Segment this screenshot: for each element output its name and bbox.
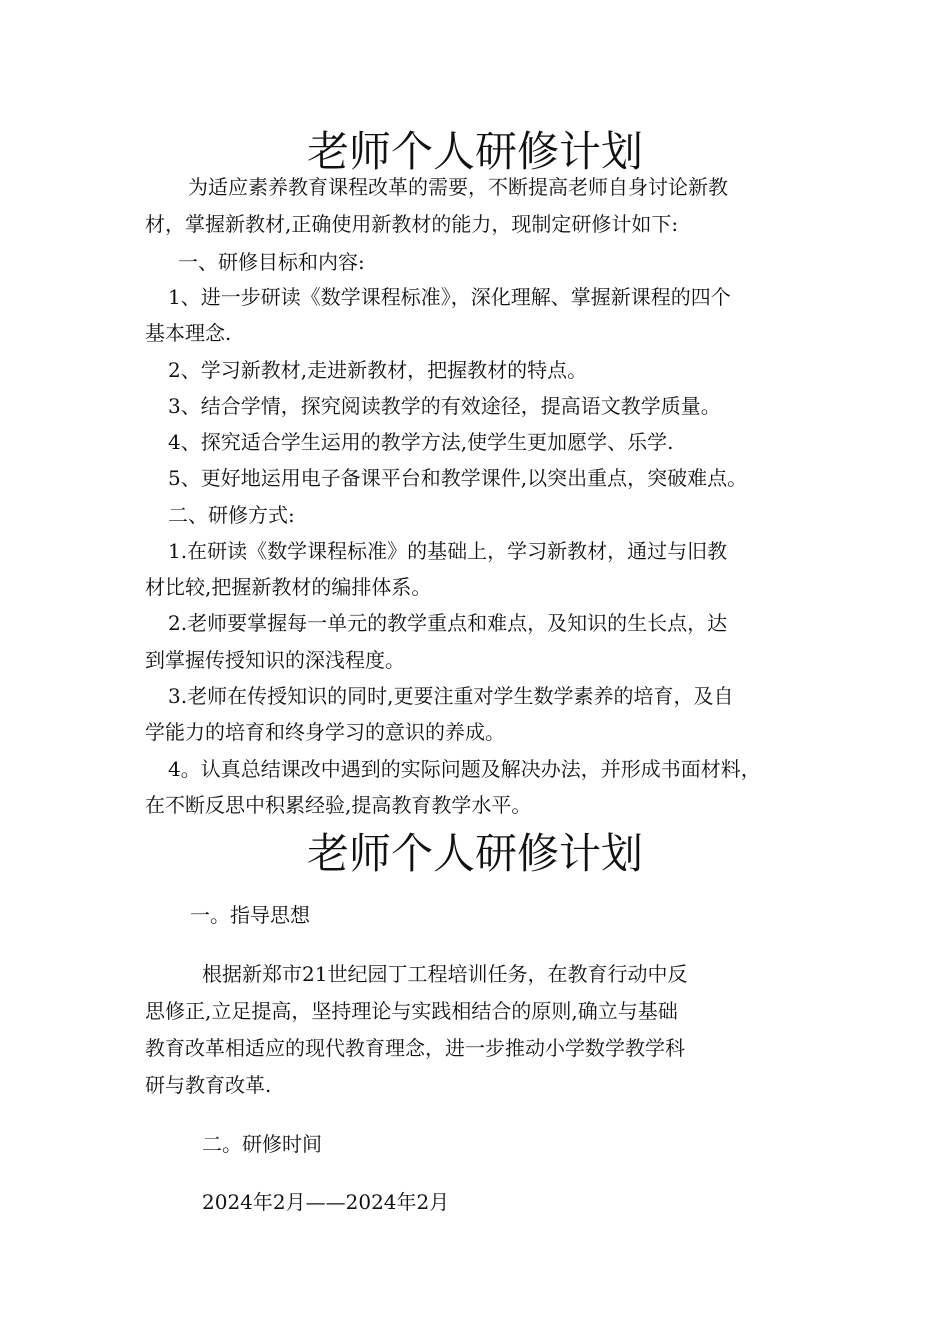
intro-line-2: 材，掌握新教材,正确使用新教材的能力，现制定研修计如下: — [145, 212, 679, 236]
document-title: 老师个人研修计划 — [306, 127, 643, 176]
guiding-line-2: 思修正,立足提高，坚持理论与实践相结合的原则,确立与基础 — [145, 999, 678, 1023]
goal-item-3: 3、结合学情，探究阅读教学的有效途径，提高语文教学质量。 — [168, 394, 721, 418]
goal-item-5: 5、更好地运用电子备课平台和教学课件,以突出重点，突破难点。 — [168, 466, 748, 490]
goal-item-1-cont: 基本理念. — [145, 321, 232, 345]
method-item-4: 4。认真总结课改中遇到的实际问题及解决办法，并形成书面材料， — [168, 757, 761, 781]
method-item-1-cont: 材比较,把握新教材的编排体系。 — [145, 575, 432, 599]
section-heading-methods: 二、研修方式: — [168, 503, 295, 527]
goal-item-4: 4、探究适合学生运用的教学方法,使学生更加愿学、乐学. — [168, 430, 674, 454]
goal-item-1: 1、进一步研读《数学课程标准》，深化理解、掌握新课程的四个 — [168, 285, 731, 309]
section-heading-goals: 一、研修目标和内容: — [178, 250, 365, 274]
intro-line-1: 为适应素养教育课程改革的需要，不断提高老师自身讨论新教 — [188, 175, 728, 199]
method-item-3-cont: 学能力的培育和终身学习的意识的养成。 — [145, 720, 505, 744]
section-heading-guiding: 一。指导思想 — [190, 903, 310, 927]
method-item-2-cont: 到掌握传授知识的深浅程度。 — [145, 648, 405, 672]
document-title-second: 老师个人研修计划 — [306, 829, 643, 878]
method-item-3: 3.老师在传授知识的同时,更要注重对学生数学素养的培育，及自 — [168, 684, 734, 708]
study-period: 2024年2月——2024年2月 — [202, 1190, 450, 1214]
guiding-line-3: 教育改革相适应的现代教育理念，进一步推动小学数学教学科 — [145, 1036, 685, 1060]
method-item-2: 2.老师要掌握每一单元的教学重点和难点，及知识的生长点，达 — [168, 611, 728, 635]
guiding-line-1: 根据新郑市21世纪园丁工程培训任务，在教育行动中反 — [202, 962, 688, 986]
guiding-line-4: 研与教育改革. — [145, 1073, 272, 1097]
goal-item-2: 2、学习新教材,走进新教材，把握教材的特点。 — [168, 358, 588, 382]
method-item-4-cont: 在不断反思中积累经验,提高教育教学水平。 — [145, 793, 532, 817]
section-heading-time: 二。研修时间 — [202, 1132, 322, 1156]
method-item-1: 1.在研读《数学课程标准》的基础上，学习新教材，通过与旧教 — [168, 539, 728, 563]
